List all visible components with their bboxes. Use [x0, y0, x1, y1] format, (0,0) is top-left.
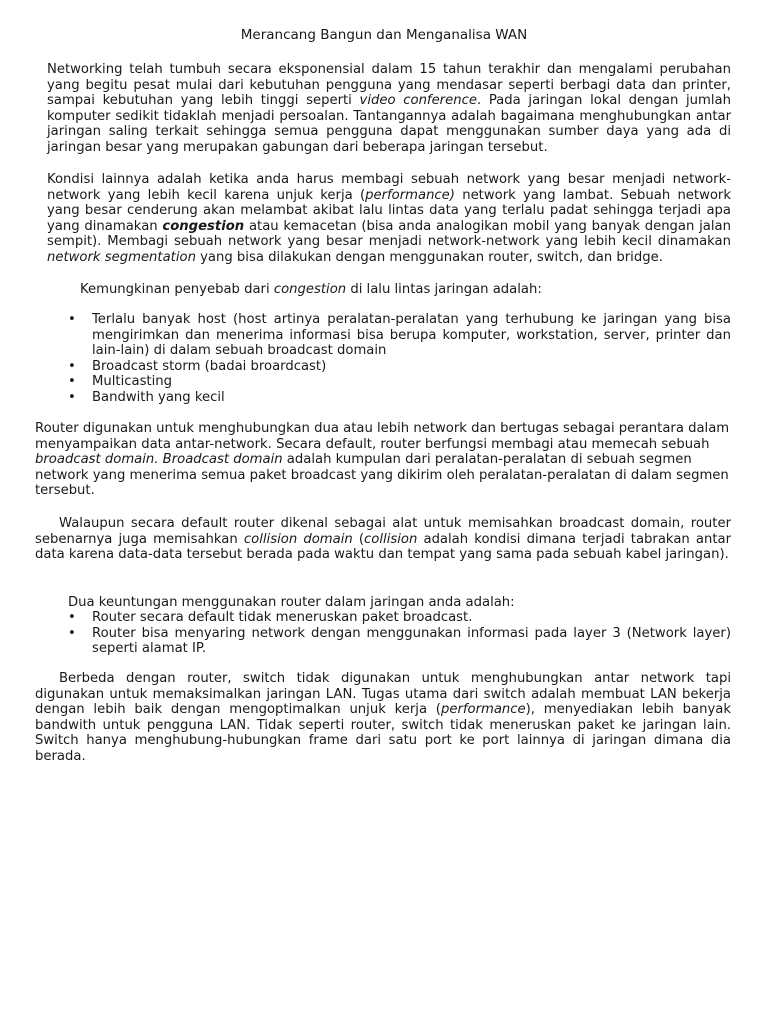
router-benefits-list: [68, 610, 731, 657]
router-paragraph: Router digunakan untuk menghubungkan dua atau lebih network dan bertugas sebagai perantara dalam menyampaikan data antar-network. Secara default, router berfungsi membagi atau memecah sebuah broadcast domain. Broadcast domain adalah kumpulan dari peralatan-peralatan di sebuah segmen network yang menerima semua paket broadcast yang dikirim oleh peralatan-peralatan di dalam segmen tersebut.: [35, 421, 730, 499]
congestion-causes-intro: Kemungkinan penyebab dari congestion di lalu lintas jaringan adalah:: [80, 282, 542, 297]
document-title: Merancang Bangun dan Menganalisa WAN: [240, 27, 528, 43]
collision-domain-paragraph: Walaupun secara default router dikenal sebagai alat untuk memisahkan broadcast domain, router sebenarnya juga memisahkan collision domain (collision adalah kondisi dimana terjadi tabrakan antar data karena data-data tersebut berada pada waktu dan tempat yang sama pada sebuah kabel jaringan).: [35, 516, 732, 563]
congestion-causes-list: [68, 312, 731, 406]
list-item: • Multicasting: [68, 374, 173, 390]
list-item: • Router bisa menyaring network dengan menggunakan informasi pada layer 3 (Network layer) seperti alamat IP.: [68, 625, 731, 657]
list-item: • Router secara default tidak meneruskan paket broadcast.: [68, 610, 473, 625]
list-item: • Bandwith yang kecil: [68, 389, 225, 405]
congestion-paragraph: Kondisi lainnya adalah ketika anda harus membagi sebuah network yang besar menjadi network-network yang lebih kecil karena unjuk kerja (performance) network yang lambat. Sebuah network yang besar cenderung akan melambat akibat lalu lintas data yang terlalu padat sehingga terjadi apa yang dinamakan congestion atau kemacetan (bisa anda analogikan mobil yang banyak dengan jalan sempit). Membagi sebuah network yang besar menjadi network-network yang lebih kecil dinamakan network segmentation yang bisa dilakukan dengan menggunakan router, switch, dan bridge.: [47, 172, 731, 265]
list-item: • Terlalu banyak host (host artinya peralatan-peralatan yang terhubung ke jaringan yang bisa mengirimkan dan menerima informasi bisa berupa komputer, workstation, server, printer dan lain-lain) di dalam sebuah broadcast domain: [68, 312, 731, 359]
list-item: • Broadcast storm (badai broardcast): [68, 358, 327, 374]
router-benefits-intro: Dua keuntungan menggunakan router dalam jaringan anda adalah:: [68, 595, 515, 610]
intro-paragraph: Networking telah tumbuh secara eksponensial dalam 15 tahun terakhir dan mengalami perubahan yang begitu pesat mulai dari kebutuhan pengguna yang mendasar seperti berbagi data dan printer, sampai kebutuhan yang lebih tinggi seperti video conference. Pada jaringan lokal dengan jumlah komputer sedikit tidaklah menjadi persoalan. Tantangannya adalah bagaimana menghubungkan antar jaringan saling terkait sehingga semua pengguna dapat menggunakan sumber daya yang ada di jaringan besar yang merupakan gabungan dari beberapa jaringan tersebut.: [47, 62, 731, 155]
switch-paragraph: Berbeda dengan router, switch tidak digunakan untuk menghubungkan antar network tapi digunakan untuk memaksimalkan jaringan LAN. Tugas utama dari switch adalah membuat LAN bekerja dengan lebih baik dengan mengoptimalkan unjuk kerja (performance), menyediakan lebih banyak bandwith untuk pengguna LAN. Tidak seperti router, switch tidak meneruskan paket ke jaringan lain. Switch hanya menghubung-hubungkan frame dari satu port ke port lainnya di jaringan dimana dia berada.: [35, 671, 731, 764]
